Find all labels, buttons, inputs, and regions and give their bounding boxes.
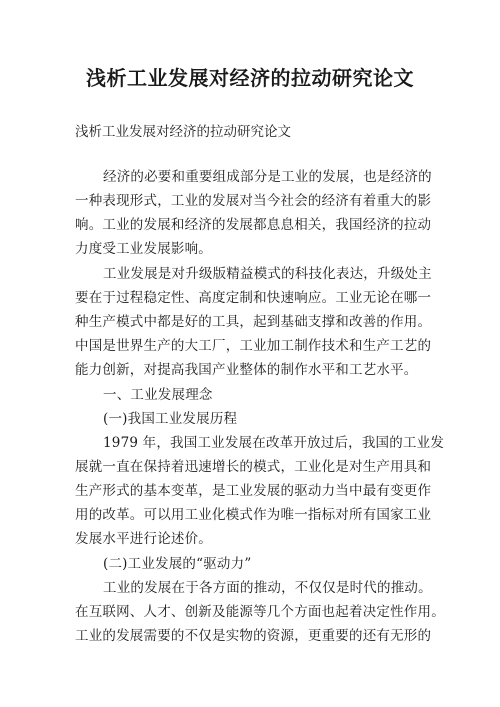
subsection-heading: (二)工业发展的“驱动力”	[103, 556, 252, 572]
body-line: 工业的发展在于各方面的推动，不仅仅是时代的推动。	[103, 580, 432, 596]
body-line: 1979 年，我国工业发展在改革开放过后，我国的工业发	[103, 435, 445, 451]
body-line: 生产形式的基本变革，是工业发展的驱动力当中最有变更作	[75, 483, 432, 499]
body-line: 经济的必要和重要组成部分是工业的发展，也是经济的	[103, 169, 432, 185]
body-line: 在互联网、人才、创新及能源等几个方面也起着决定性作用。	[75, 604, 445, 620]
body-line: 发展水平进行论述价。	[75, 531, 212, 547]
body-line: 用的改革。可以用工业化模式作为唯一指标对所有国家工业	[75, 507, 432, 523]
body-line: 一种表现形式，工业的发展对当今社会的经济有着重大的影	[75, 193, 432, 209]
body-line: 力度受工业发展影响。	[75, 241, 212, 257]
body-line: 能力创新，对提高我国产业整体的制作水平和工艺水平。	[75, 362, 418, 378]
section-heading: 一、工业发展理念	[103, 387, 213, 403]
subsection-heading: (一)我国工业发展历程	[103, 411, 238, 427]
document-title: 浅析工业发展对经济的拉动研究论文	[86, 66, 414, 90]
body-line: 工业发展是对升级版精益模式的科技化表达，升级处主	[103, 266, 432, 282]
body-line: 中国是世界生产的大工厂，工业加工制作技术和生产工艺的	[75, 338, 432, 354]
body-line: 要在于过程稳定性、高度定制和快速响应。工业无论在哪一	[75, 290, 432, 306]
body-line: 种生产模式中都是好的工具，起到基础支撑和改善的作用。	[75, 314, 432, 330]
body-line: 响。工业的发展和经济的发展都息息相关，我国经济的拉动	[75, 217, 432, 233]
body-line: 工业的发展需要的不仅是实物的资源，更重要的还有无形的	[75, 628, 432, 644]
body-line: 展就一直在保持着迅速增长的模式，工业化是对生产用具和	[75, 459, 432, 475]
document-subtitle: 浅析工业发展对经济的拉动研究论文	[75, 124, 291, 140]
